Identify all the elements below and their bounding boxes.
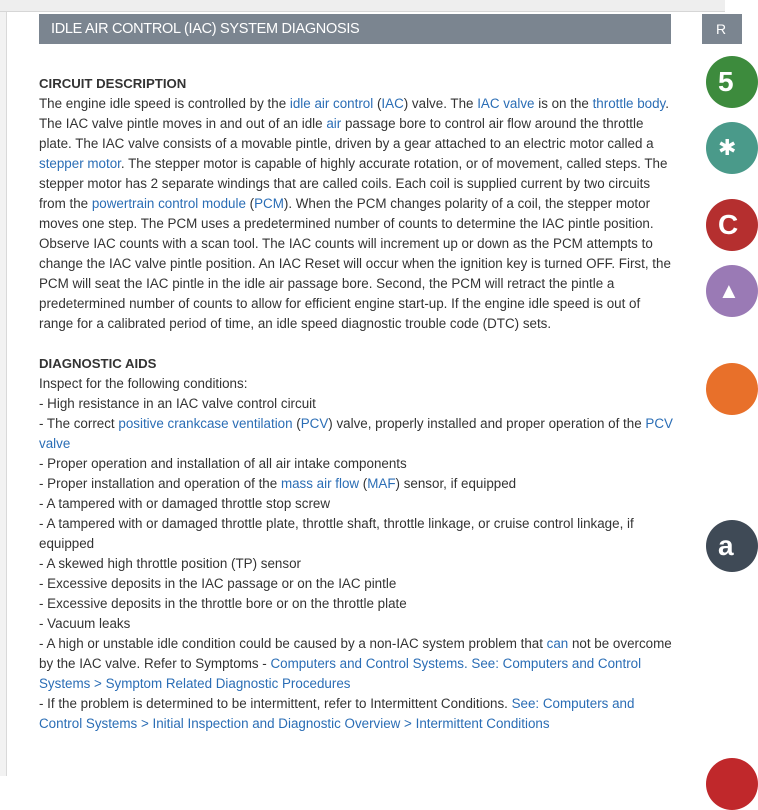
link-iac-valve[interactable]: IAC valve — [477, 96, 535, 111]
list-item: - Excessive deposits in the throttle bore or on the throttle plate — [39, 596, 407, 611]
list-item: - Proper installation and operation of the mass air flow (MAF) sensor, if equipped — [39, 476, 517, 491]
link-intermittent-conditions[interactable]: See: Computers and Control Systems > Initial Inspection and Diagnostic Overview > Intermittent Conditions — [39, 696, 635, 731]
circuit-description-text: The engine idle speed is controlled by the idle air control (IAC) valve. The IAC valve is on the throttle body. The IAC valve pintle moves in and out of an idle air passage bore to control air flow around the throttle plate. The IAC valve consists of a movable pintle, driven by a gear attached to an electric motor called a stepper motor. The stepper motor is capable of highly accurate rotation, or of movement, called steps. The stepper motor has 2 separate windings that are called coils. Each coil is supplied current by two circuits from the powertrain control module (PCM). When the PCM changes polarity of a coil, the stepper motor moves one step. The PCM uses a predetermined number of counts to determine the IAC pintle position. Observe IAC counts with a scan tool. The IAC counts will increment up or down as the PCM attempts to change the IAC valve pintle position. An IAC Reset will occur when the ignition key is turned OFF. First, the PCM will seat the IAC pintle in the idle air passage bore. Second, the PCM will retract the pintle a predetermined number of counts to allow for efficient engine start-up. If the engine idle speed is out of range for a calibrated period of time, an idle speed diagnostic trouble code (DTC) sets. — [39, 96, 671, 331]
link-pcv[interactable]: PCV — [300, 416, 329, 431]
page-title: IDLE AIR CONTROL (IAC) SYSTEM DIAGNOSIS — [51, 21, 360, 37]
list-item: - High resistance in an IAC valve control circuit — [39, 396, 316, 411]
top-bar — [0, 0, 725, 12]
list-item: - A high or unstable idle condition could be caused by a non-IAC system problem that can not be overcome by the IAC valve. Refer to Symptoms - Computers and Control Systems. See: Computers and Control Systems > Symptom Related Diagnostic Procedures — [39, 636, 672, 691]
link-positive-crankcase-ventilation[interactable]: positive crankcase ventilation — [118, 416, 293, 431]
link-symptom-related-diagnostic-procedures[interactable]: Computers and Control Systems. See: Computers and Control Systems > Symptom Related Diagnostic Procedures — [39, 656, 642, 691]
link-stepper-motor[interactable]: stepper motor — [39, 156, 121, 171]
side-icon-3[interactable]: C — [706, 199, 758, 251]
list-item: - Proper operation and installation of all air intake components — [39, 456, 407, 471]
link-pcm[interactable]: PCM — [254, 196, 284, 211]
list-item: - The correct positive crankcase ventilation (PCV) valve, properly installed and proper operation of the PCV valve — [39, 416, 673, 451]
list-item: - A tampered with or damaged throttle stop screw — [39, 496, 331, 511]
link-throttle-body[interactable]: throttle body — [592, 96, 666, 111]
list-item: - Vacuum leaks — [39, 616, 131, 631]
diagnostic-aids-intro: Inspect for the following conditions: — [39, 376, 248, 391]
list-item: - Excessive deposits in the IAC passage or on the IAC pintle — [39, 576, 397, 591]
side-icon-4[interactable]: ▲ — [706, 265, 758, 317]
side-icon-1[interactable]: 5 — [706, 56, 758, 108]
right-panel-title: R — [716, 21, 727, 37]
link-mass-air-flow[interactable]: mass air flow — [280, 476, 360, 491]
side-icon-6[interactable]: a — [706, 520, 758, 572]
list-item: - A skewed high throttle position (TP) sensor — [39, 556, 301, 571]
right-panel-title-bar — [702, 14, 742, 44]
link-idle-air-control[interactable]: idle air control — [289, 96, 374, 111]
link-pcv-valve[interactable]: PCV valve — [39, 416, 673, 451]
diagnostic-aids-heading: DIAGNOSTIC AIDS — [39, 356, 157, 371]
link-powertrain-control-module[interactable]: powertrain control module — [91, 196, 246, 211]
side-icon-7[interactable] — [706, 758, 758, 810]
side-icon-5[interactable] — [706, 363, 758, 415]
link-can[interactable]: can — [546, 636, 569, 651]
article-content — [39, 74, 673, 734]
link-maf[interactable]: MAF — [367, 476, 396, 491]
page-title-bar — [39, 14, 671, 44]
circuit-description-heading: CIRCUIT DESCRIPTION — [39, 76, 187, 91]
link-iac[interactable]: IAC — [381, 96, 404, 111]
list-item: - A tampered with or damaged throttle plate, throttle shaft, throttle linkage, or cruise control linkage, if equipped — [39, 516, 634, 551]
link-air[interactable]: air — [326, 116, 342, 131]
side-icon-2[interactable]: ✱ — [706, 122, 758, 174]
list-item: - If the problem is determined to be intermittent, refer to Intermittent Conditions. See: Computers and Control Systems > Initial Inspection and Diagnostic Overview > Intermittent Conditions — [39, 696, 635, 731]
left-scroll-edge — [0, 12, 7, 776]
